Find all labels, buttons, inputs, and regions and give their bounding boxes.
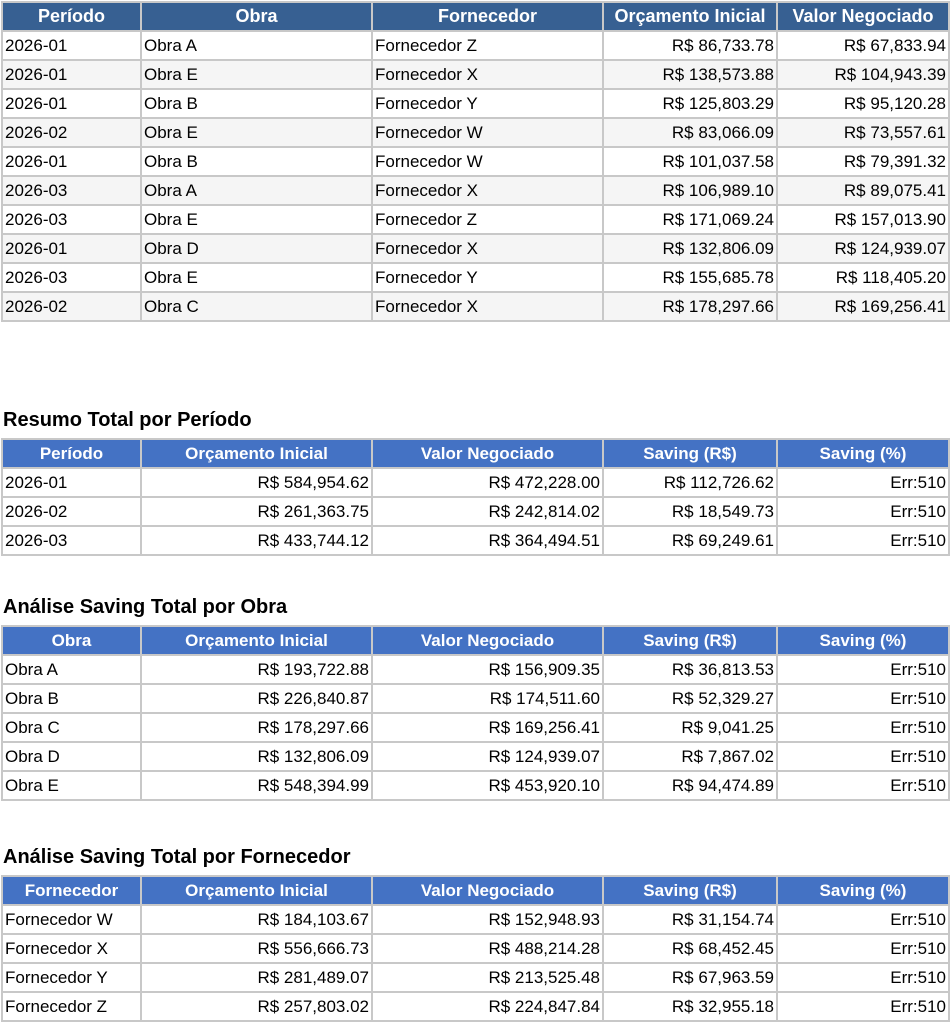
table-row bbox=[2, 713, 949, 742]
table-cell[interactable]: R$ 224,847.84 bbox=[372, 992, 603, 1021]
table-cell[interactable]: R$ 106,989.10 bbox=[603, 176, 777, 205]
table-cell[interactable]: R$ 213,525.48 bbox=[372, 963, 603, 992]
header-orcamento-inicial[interactable]: Orçamento Inicial bbox=[141, 439, 372, 468]
table-cell[interactable]: 2026-01 bbox=[2, 31, 141, 60]
table-row bbox=[2, 905, 949, 934]
table-cell[interactable]: R$ 184,103.67 bbox=[141, 905, 372, 934]
table-cell[interactable]: R$ 171,069.24 bbox=[603, 205, 777, 234]
table-cell[interactable]: Obra B bbox=[141, 147, 372, 176]
table-row bbox=[2, 147, 949, 176]
table-row bbox=[2, 234, 949, 263]
header-saving-pct[interactable]: Saving (%) bbox=[777, 876, 949, 905]
section-title-analise-obra: Análise Saving Total por Obra bbox=[3, 596, 288, 618]
table-cell[interactable]: R$ 125,803.29 bbox=[603, 89, 777, 118]
table-cell[interactable]: Obra C bbox=[141, 292, 372, 321]
table-row bbox=[2, 742, 949, 771]
table-row bbox=[2, 89, 949, 118]
table-cell[interactable]: Obra C bbox=[2, 713, 141, 742]
table-cell[interactable]: R$ 83,066.09 bbox=[603, 118, 777, 147]
table-cell[interactable]: R$ 178,297.66 bbox=[603, 292, 777, 321]
header-saving-rs[interactable]: Saving (R$) bbox=[603, 439, 777, 468]
table-cell[interactable]: Fornecedor Y bbox=[2, 963, 141, 992]
table-cell[interactable]: R$ 157,013.90 bbox=[777, 205, 949, 234]
table-cell[interactable]: 2026-01 bbox=[2, 89, 141, 118]
table-cell[interactable]: Fornecedor Y bbox=[372, 263, 603, 292]
table-cell[interactable]: R$ 488,214.28 bbox=[372, 934, 603, 963]
table-cell[interactable]: 2026-03 bbox=[2, 205, 141, 234]
table-cell[interactable]: Err:510 bbox=[777, 992, 949, 1021]
table-cell[interactable]: R$ 226,840.87 bbox=[141, 684, 372, 713]
table-cell[interactable]: 2026-03 bbox=[2, 176, 141, 205]
header-row bbox=[2, 876, 949, 905]
table-cell[interactable]: R$ 89,075.41 bbox=[777, 176, 949, 205]
table-cell[interactable]: R$ 174,511.60 bbox=[372, 684, 603, 713]
table-cell[interactable]: R$ 73,557.61 bbox=[777, 118, 949, 147]
table-cell[interactable]: 2026-02 bbox=[2, 118, 141, 147]
header-periodo[interactable]: Período bbox=[2, 2, 141, 31]
table-cell[interactable]: R$ 9,041.25 bbox=[603, 713, 777, 742]
table-cell[interactable]: Err:510 bbox=[777, 684, 949, 713]
table-cell[interactable]: R$ 86,733.78 bbox=[603, 31, 777, 60]
table-row bbox=[2, 205, 949, 234]
table-row bbox=[2, 31, 949, 60]
header-obra[interactable]: Obra bbox=[2, 626, 141, 655]
table-row bbox=[2, 292, 949, 321]
table-row bbox=[2, 934, 949, 963]
header-fornecedor[interactable]: Fornecedor bbox=[2, 876, 141, 905]
table-cell[interactable]: Obra A bbox=[2, 655, 141, 684]
table-cell[interactable]: Obra E bbox=[2, 771, 141, 800]
header-fornecedor[interactable]: Fornecedor bbox=[372, 2, 603, 31]
table-cell[interactable]: R$ 132,806.09 bbox=[603, 234, 777, 263]
table-cell[interactable]: R$ 556,666.73 bbox=[141, 934, 372, 963]
table-row bbox=[2, 963, 949, 992]
table-cell[interactable]: R$ 52,329.27 bbox=[603, 684, 777, 713]
table-cell[interactable]: Fornecedor X bbox=[372, 60, 603, 89]
table-cell[interactable]: Fornecedor X bbox=[372, 176, 603, 205]
table-cell[interactable]: R$ 124,939.07 bbox=[372, 742, 603, 771]
table-cell[interactable]: R$ 95,120.28 bbox=[777, 89, 949, 118]
table-cell[interactable]: Fornecedor W bbox=[372, 147, 603, 176]
table-cell[interactable]: R$ 67,963.59 bbox=[603, 963, 777, 992]
table-cell[interactable]: R$ 7,867.02 bbox=[603, 742, 777, 771]
table-cell[interactable]: Obra B bbox=[2, 684, 141, 713]
table-cell[interactable]: 2026-01 bbox=[2, 468, 141, 497]
analise-obra-table bbox=[1, 625, 950, 801]
table-cell[interactable]: R$ 152,948.93 bbox=[372, 905, 603, 934]
table-row bbox=[2, 497, 949, 526]
table-row bbox=[2, 684, 949, 713]
table-cell[interactable]: Fornecedor Z bbox=[372, 205, 603, 234]
table-cell[interactable]: R$ 169,256.41 bbox=[777, 292, 949, 321]
table-cell[interactable]: 2026-01 bbox=[2, 234, 141, 263]
table-cell[interactable]: Err:510 bbox=[777, 905, 949, 934]
section-title-resumo-periodo: Resumo Total por Período bbox=[3, 409, 252, 431]
table-cell[interactable]: 2026-03 bbox=[2, 526, 141, 555]
table-cell[interactable]: R$ 68,452.45 bbox=[603, 934, 777, 963]
table-cell[interactable]: R$ 472,228.00 bbox=[372, 468, 603, 497]
header-row bbox=[2, 626, 949, 655]
header-valor-negociado[interactable]: Valor Negociado bbox=[777, 2, 949, 31]
table-cell[interactable]: Fornecedor W bbox=[2, 905, 141, 934]
table-cell[interactable]: Err:510 bbox=[777, 526, 949, 555]
table-row bbox=[2, 655, 949, 684]
header-orcamento-inicial[interactable]: Orçamento Inicial bbox=[603, 2, 777, 31]
header-saving-pct[interactable]: Saving (%) bbox=[777, 626, 949, 655]
table-cell[interactable]: R$ 364,494.51 bbox=[372, 526, 603, 555]
table-cell[interactable]: R$ 193,722.88 bbox=[141, 655, 372, 684]
table-cell[interactable]: R$ 32,955.18 bbox=[603, 992, 777, 1021]
table-cell[interactable]: Fornecedor X bbox=[372, 292, 603, 321]
table-cell[interactable]: Obra D bbox=[2, 742, 141, 771]
table-cell[interactable]: 2026-03 bbox=[2, 263, 141, 292]
table-cell[interactable]: R$ 94,474.89 bbox=[603, 771, 777, 800]
table-cell[interactable]: Obra A bbox=[141, 176, 372, 205]
header-row bbox=[2, 439, 949, 468]
header-valor-negociado[interactable]: Valor Negociado bbox=[372, 439, 603, 468]
table-cell[interactable]: Err:510 bbox=[777, 497, 949, 526]
table-cell[interactable]: R$ 118,405.20 bbox=[777, 263, 949, 292]
table-cell[interactable]: R$ 132,806.09 bbox=[141, 742, 372, 771]
table-cell[interactable]: R$ 112,726.62 bbox=[603, 468, 777, 497]
header-row bbox=[2, 2, 949, 31]
table-cell[interactable]: R$ 104,943.39 bbox=[777, 60, 949, 89]
table-cell[interactable]: Obra B bbox=[141, 89, 372, 118]
table-cell[interactable]: R$ 548,394.99 bbox=[141, 771, 372, 800]
main-data-table bbox=[1, 1, 950, 322]
resumo-periodo-table bbox=[1, 438, 950, 556]
table-cell[interactable]: Obra D bbox=[141, 234, 372, 263]
table-cell[interactable]: R$ 101,037.58 bbox=[603, 147, 777, 176]
table-cell[interactable]: 2026-01 bbox=[2, 60, 141, 89]
table-row bbox=[2, 992, 949, 1021]
table-cell[interactable]: R$ 169,256.41 bbox=[372, 713, 603, 742]
table-cell[interactable]: Fornecedor X bbox=[2, 934, 141, 963]
table-cell[interactable]: Err:510 bbox=[777, 963, 949, 992]
table-cell[interactable]: 2026-02 bbox=[2, 292, 141, 321]
table-cell[interactable]: R$ 138,573.88 bbox=[603, 60, 777, 89]
table-cell[interactable]: Err:510 bbox=[777, 713, 949, 742]
table-cell[interactable]: R$ 178,297.66 bbox=[141, 713, 372, 742]
header-valor-negociado[interactable]: Valor Negociado bbox=[372, 876, 603, 905]
table-cell[interactable]: R$ 79,391.32 bbox=[777, 147, 949, 176]
header-valor-negociado[interactable]: Valor Negociado bbox=[372, 626, 603, 655]
table-cell[interactable]: R$ 36,813.53 bbox=[603, 655, 777, 684]
table-cell[interactable]: R$ 67,833.94 bbox=[777, 31, 949, 60]
table-cell[interactable]: Err:510 bbox=[777, 771, 949, 800]
table-cell[interactable]: R$ 257,803.02 bbox=[141, 992, 372, 1021]
section-title-analise-fornecedor: Análise Saving Total por Fornecedor bbox=[3, 846, 351, 868]
table-cell[interactable]: Fornecedor Z bbox=[2, 992, 141, 1021]
table-cell[interactable]: R$ 156,909.35 bbox=[372, 655, 603, 684]
table-cell[interactable]: Fornecedor Z bbox=[372, 31, 603, 60]
table-cell[interactable]: Obra A bbox=[141, 31, 372, 60]
header-orcamento-inicial[interactable]: Orçamento Inicial bbox=[141, 876, 372, 905]
table-cell[interactable]: Err:510 bbox=[777, 742, 949, 771]
table-cell[interactable]: Obra E bbox=[141, 205, 372, 234]
analise-fornecedor-table bbox=[1, 875, 950, 1022]
table-row bbox=[2, 176, 949, 205]
table-cell[interactable]: R$ 69,249.61 bbox=[603, 526, 777, 555]
table-row bbox=[2, 263, 949, 292]
table-cell[interactable]: Fornecedor W bbox=[372, 118, 603, 147]
table-cell[interactable]: Obra E bbox=[141, 118, 372, 147]
table-cell[interactable]: R$ 433,744.12 bbox=[141, 526, 372, 555]
header-saving-rs[interactable]: Saving (R$) bbox=[603, 626, 777, 655]
header-saving-pct[interactable]: Saving (%) bbox=[777, 439, 949, 468]
table-cell[interactable]: Fornecedor Y bbox=[372, 89, 603, 118]
table-cell[interactable]: R$ 584,954.62 bbox=[141, 468, 372, 497]
table-cell[interactable]: Err:510 bbox=[777, 468, 949, 497]
table-cell[interactable]: Obra E bbox=[141, 263, 372, 292]
table-cell[interactable]: R$ 281,489.07 bbox=[141, 963, 372, 992]
table-cell[interactable]: R$ 453,920.10 bbox=[372, 771, 603, 800]
table-cell[interactable]: R$ 18,549.73 bbox=[603, 497, 777, 526]
table-cell[interactable]: R$ 124,939.07 bbox=[777, 234, 949, 263]
table-row bbox=[2, 526, 949, 555]
table-row bbox=[2, 118, 949, 147]
header-periodo[interactable]: Período bbox=[2, 439, 141, 468]
table-cell[interactable]: R$ 261,363.75 bbox=[141, 497, 372, 526]
table-cell[interactable]: 2026-02 bbox=[2, 497, 141, 526]
table-row bbox=[2, 60, 949, 89]
table-cell[interactable]: Obra E bbox=[141, 60, 372, 89]
header-saving-rs[interactable]: Saving (R$) bbox=[603, 876, 777, 905]
table-cell[interactable]: 2026-01 bbox=[2, 147, 141, 176]
table-cell[interactable]: R$ 155,685.78 bbox=[603, 263, 777, 292]
table-cell[interactable]: Err:510 bbox=[777, 655, 949, 684]
table-row bbox=[2, 468, 949, 497]
header-obra[interactable]: Obra bbox=[141, 2, 372, 31]
table-cell[interactable]: R$ 242,814.02 bbox=[372, 497, 603, 526]
header-orcamento-inicial[interactable]: Orçamento Inicial bbox=[141, 626, 372, 655]
table-row bbox=[2, 771, 949, 800]
table-cell[interactable]: Err:510 bbox=[777, 934, 949, 963]
table-cell[interactable]: R$ 31,154.74 bbox=[603, 905, 777, 934]
table-cell[interactable]: Fornecedor X bbox=[372, 234, 603, 263]
